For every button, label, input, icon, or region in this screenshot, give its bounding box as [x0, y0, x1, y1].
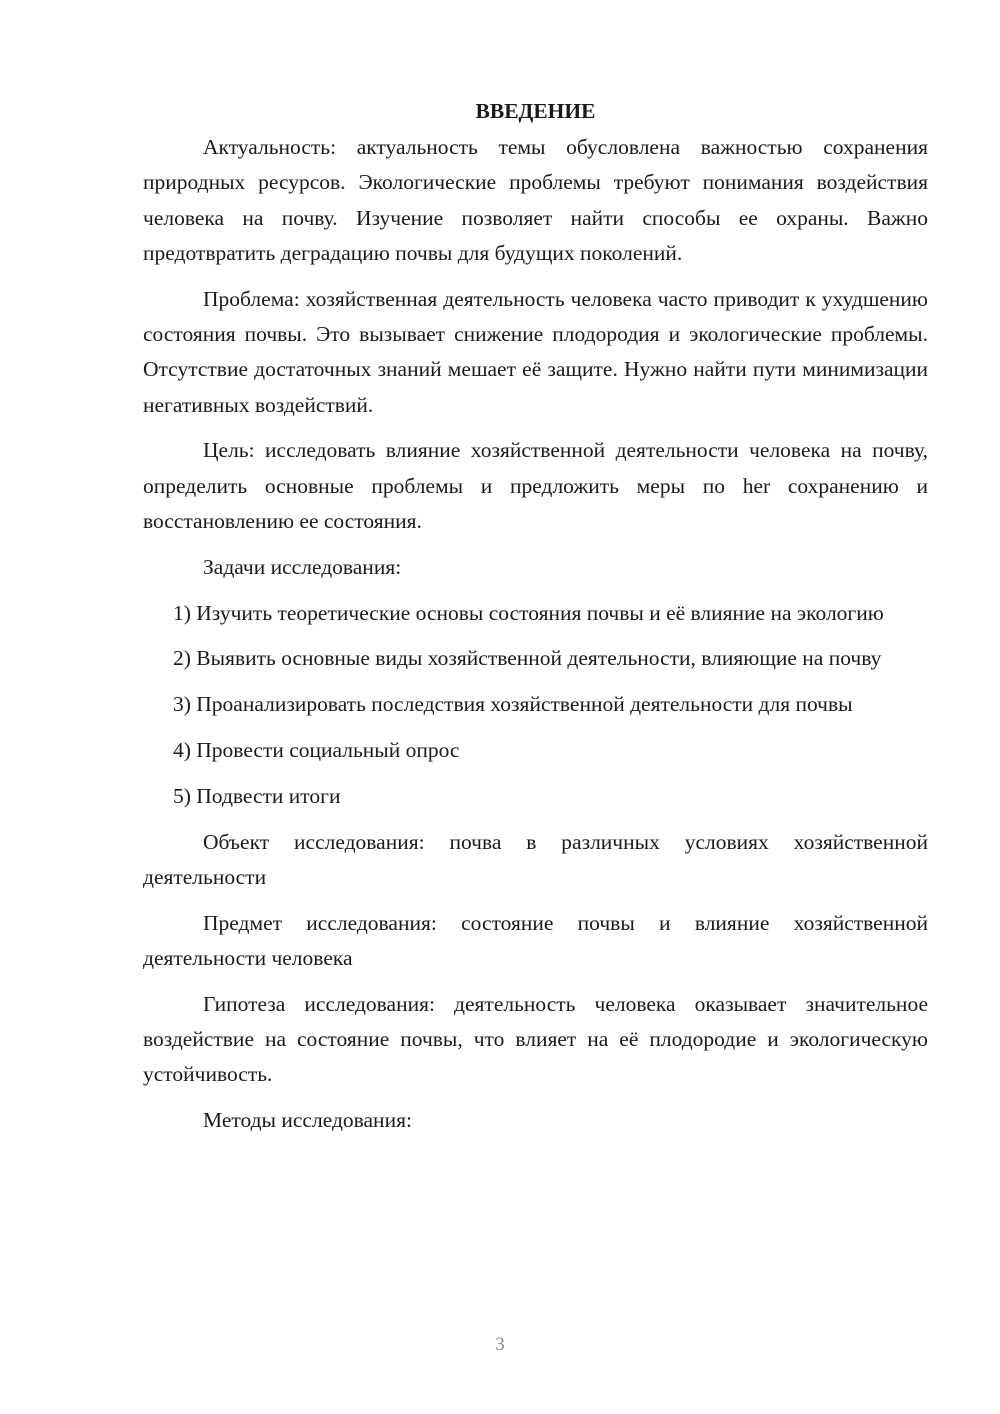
task-item: 1) Изучить теоретические основы состояния почвы и её влияние на экологию — [173, 600, 884, 625]
task-item: 3) Проанализировать последствия хозяйственной деятельности для почвы — [173, 692, 853, 717]
task-item: 4) Провести социальный опрос — [173, 737, 460, 762]
methods-heading: Методы исследования: — [203, 1108, 412, 1133]
subject-paragraph: Предмет исследования: состояние почвы и влияние хозяйственной деятельности человека — [143, 910, 928, 970]
tasks-heading: Задачи исследования: — [203, 554, 402, 579]
problem-paragraph: Проблема: хозяйственная деятельность человека часто приводит к ухудшению состояния почвы. Это вызывает снижение плодородия и экологические проблемы. Отсутствие достаточных знаний мешает её защите. Нужно найти пути минимизации негативных воздействий. — [143, 286, 928, 417]
task-item: 5) Подвести итоги — [173, 783, 341, 808]
section-heading: ВВЕДЕНИЕ — [475, 99, 596, 123]
goal-paragraph: Цель: исследовать влияние хозяйственной деятельности человека на почву, определить основные проблемы и предложить меры по her сохранению и восстановлению ее состояния. — [143, 438, 928, 533]
page-content — [143, 92, 928, 1149]
hypothesis-paragraph: Гипотеза исследования: деятельность человека оказывает значительное воздействие на состояние почвы, что влияет на её плодородие и экологическую устойчивость. — [143, 991, 928, 1087]
page-number: 3 — [495, 1334, 505, 1355]
object-paragraph: Объект исследования: почва в различных условиях хозяйственной деятельности — [143, 829, 928, 889]
task-item: 2) Выявить основные виды хозяйственной деятельности, влияющие на почву — [173, 646, 882, 671]
relevance-paragraph: Актуальность: актуальность темы обусловлена важностью сохранения природных ресурсов. Экологические проблемы требуют понимания воздействия человека на почву. Изучение позволяет найти способы ее охраны. Важно предотвратить деградацию почвы для будущих поколений. — [143, 135, 928, 265]
